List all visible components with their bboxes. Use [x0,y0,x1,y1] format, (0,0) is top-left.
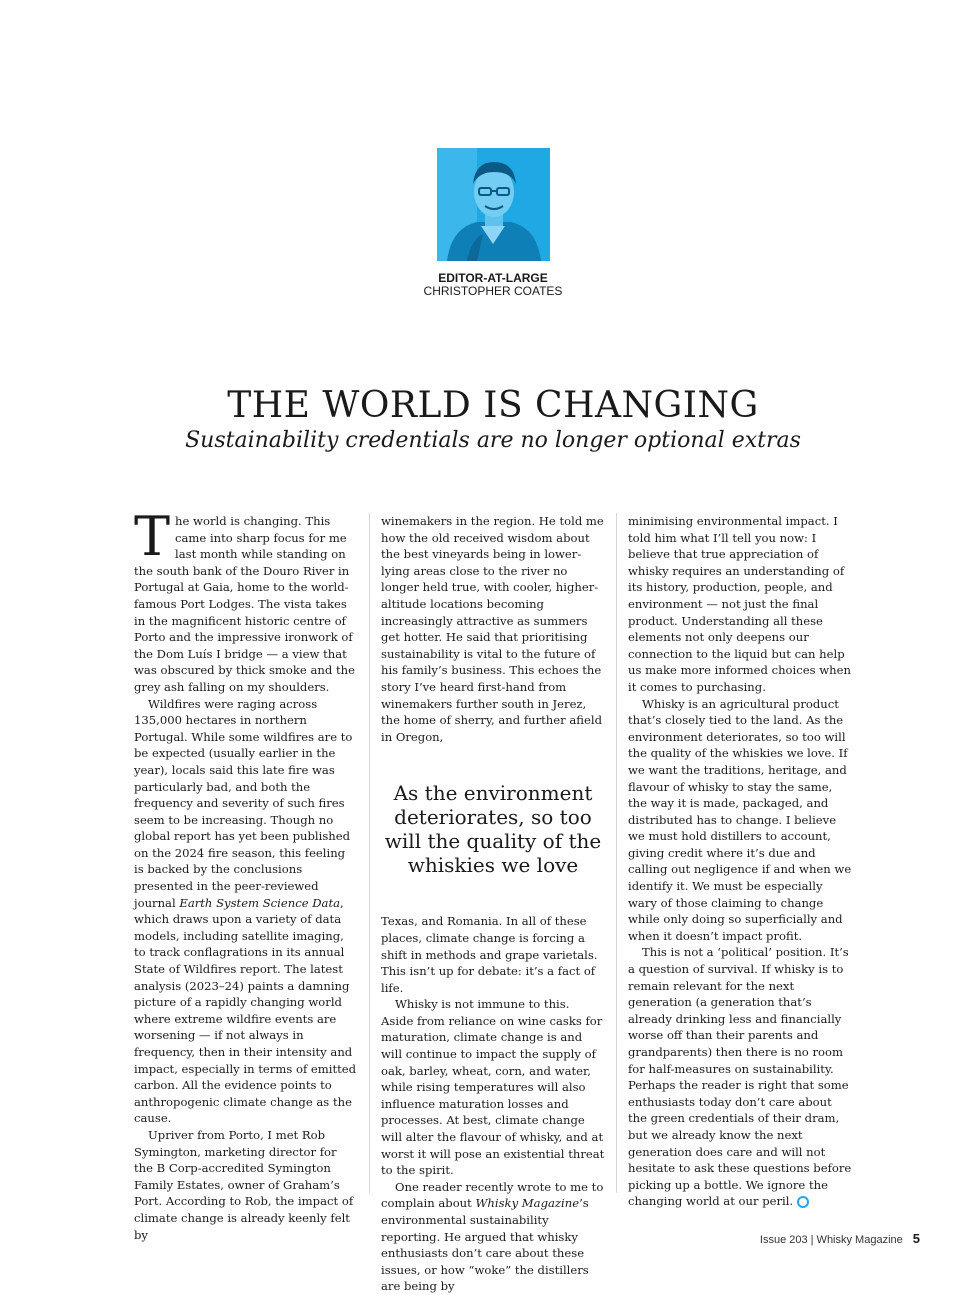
article-paragraph [134,696,358,1127]
article-paragraph-continued [381,513,605,745]
editor-portrait [437,148,550,261]
article-paragraph [381,1179,605,1295]
byline-role: EDITOR-AT-LARGE [438,271,548,285]
journal-title: Earth System Science Data [179,895,341,910]
paragraph-text: This is not a ‘political’ position. It’s a question of survival. If whisky is to remain relevant for the next generation (a generation that’s already drinking less and financially worse off than their parents and grandparents) then there is no room for half-measures on sustainability. Perhaps the reader is right that some enthusiasts today don’t care about the green credentials of their dram, but we already know the next generation does care and will not hesitate to ask these questions before picking up a bottle. We ignore the changing world at our peril. [628,945,852,1209]
paragraph-text: winemakers in the region. He told me how the old received wisdom about the best vineyards being in lower-lying areas close to the river no longer held true, with cooler, higher-altitude locations becoming increasingly attractive as summers get hotter. He said that prioritising sustainability is vital to the future of his family’s business. This echoes the story I’ve heard first-hand from winemakers further south in Jerez, the home of sherry, and further afield in Oregon, [381,514,604,744]
paragraph-text: he world is changing. This came into sharp focus for me last month while standing on the south bank of the Douro River in Portugal at Gaia, home to the world-famous Port Lodges. The vista takes in the magnificent historic centre of Porto and the impressive ironwork of the Dom Luís I bridge — a view that was obscured by thick smoke and the grey ash falling on my shoulders. [134,514,355,694]
pull-quote: As the environment deteriorates, so too will the quality of the whiskies we love [384,781,602,878]
paragraph-text: Upriver from Porto, I met Rob Symington, marketing director for the B Corp-accredited Symington Family Estates, owner of Graham’s Port. According to Rob, the impact of climate change is already keenly felt by [134,1127,354,1242]
article-paragraph [628,944,852,1210]
page-number: 5 [912,1231,920,1246]
byline-name: CHRISTOPHER COATES [423,284,563,298]
byline [340,272,646,298]
paragraph-text: ’s environmental sustainability reporting. He argued that whisky enthusiasts don’t care about these issues, or how “woke” the distillers are being by [381,1196,589,1294]
issue-label: Issue 203 | Whisky Magazine [759,1234,903,1246]
paragraph-text: , which draws upon a variety of data models, including satellite imaging, to track conflagrations in its annual State of Wildfires report. The latest analysis (2023–24) paints a damning picture of a rapidly changing world where extreme wildfire events are worsening — if not always in frequency, then in their intensity and impact, especially in terms of emitted carbon. All the evidence points to anthropogenic climate change as the cause. [134,895,357,1126]
article-column-3 [628,513,852,1210]
article-standfirst: Sustainability credentials are no longer optional extras [185,428,801,453]
column-rule [369,513,370,1193]
paragraph-text: Whisky is an agricultural product that’s closely tied to the land. As the environment deteriorates, so too will the quality of the whiskies we love. If we want the traditions, heritage, and flavour of whisky to stay the same, the way it is made, packaged, and distributed has to change. I believe we must hold distillers to account, giving credit where it’s due and calling out negligence if and when we identify it. We must be especially wary of those claiming to change while only doing so superficially and when it doesn’t impact profit. [628,696,852,943]
article-paragraph-continued [381,913,605,996]
page-footer [600,1231,920,1246]
article-column-2 [381,513,605,1295]
magazine-title: Whisky Magazine [475,1196,580,1211]
article-paragraph-continued [628,513,852,696]
article-column-1 [134,505,358,1243]
article-paragraph [381,996,605,1179]
paragraph-text: minimising environmental impact. I told him what I’ll tell you now: I believe that true appreciation of whisky requires an understanding of its history, production, people, and environment — not just the final product. Understanding all these elements not only deepens our connection to the liquid but can help us make more informed choices when it comes to purchasing. [628,514,851,694]
column-rule [616,513,617,1193]
article-paragraph [134,1127,358,1243]
editor-portrait-photo [437,148,550,261]
article-paragraph [628,696,852,945]
drop-cap: T [134,505,171,568]
paragraph-text: Texas, and Romania. In all of these places, climate change is forcing a shift in methods and grape varietals. This isn’t up for debate: it’s a fact of life. [381,914,598,995]
article-paragraph [134,505,358,696]
end-of-article-ring-icon [797,1196,809,1208]
paragraph-text: One reader recently wrote to me to complain about [381,1179,604,1211]
paragraph-text: Whisky is not immune to this. Aside from reliance on wine casks for maturation, climate change is and will continue to impact the supply of oak, barley, wheat, corn, and water, while rising temperatures will also influence maturation losses and processes. At best, climate change will alter the flavour of whisky, and at worst it will pose an existential threat to the spirit. [381,997,605,1178]
article-headline: THE WORLD IS CHANGING [227,385,759,426]
paragraph-text: Wildfires were raging across 135,000 hectares in northern Portugal. While some wildfires are to be expected (usually earlier in the year), locals said this late fire was particularly bad, and both the frequency and severity of such fires seem to be increasing. Though no global report has yet been published on the 2024 fire season, this feeling is backed by the conclusions presented in the peer-reviewed journal [134,696,353,910]
